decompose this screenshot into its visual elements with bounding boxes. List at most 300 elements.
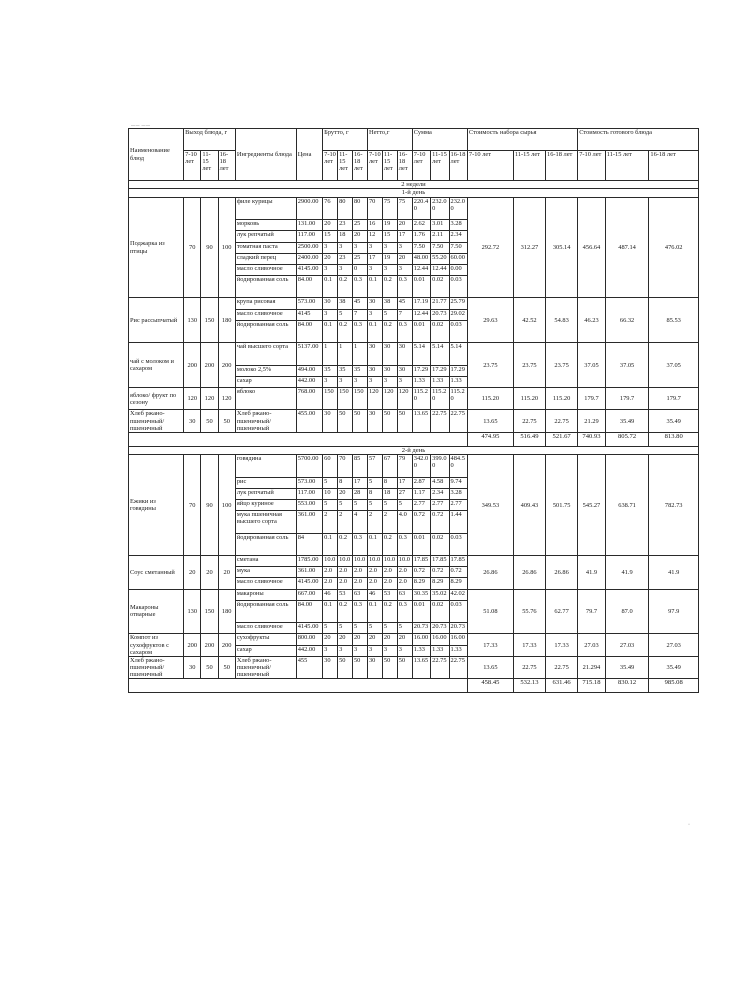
header-brutto-age: 7-10 лет bbox=[323, 151, 338, 181]
brutto-value: 3 bbox=[338, 242, 353, 253]
dish-output: 120 bbox=[218, 388, 235, 410]
sum-value: 7.50 bbox=[431, 242, 449, 253]
netto-value: 20 bbox=[397, 634, 412, 645]
dish-output: 100 bbox=[218, 455, 235, 556]
netto-value: 2.0 bbox=[367, 578, 382, 589]
dish-output: 200 bbox=[218, 343, 235, 388]
total-dish-cost: 985.08 bbox=[649, 679, 699, 693]
sum-value: 20.73 bbox=[431, 309, 449, 320]
brutto-value: 80 bbox=[352, 197, 367, 219]
brutto-value: 2 bbox=[323, 511, 338, 533]
ingredient-name: томатная паста bbox=[235, 242, 296, 253]
ingredient-name: мука пшеничная высшего сорта bbox=[235, 511, 296, 533]
brutto-value: 3 bbox=[352, 376, 367, 387]
ingredient-name: Хлеб ржано-пшеничный/пшеничный bbox=[235, 410, 296, 433]
brutto-value: 35 bbox=[338, 365, 353, 376]
sum-value: 29.02 bbox=[449, 309, 467, 320]
netto-value: 70 bbox=[367, 197, 382, 219]
sum-value: 20.73 bbox=[449, 623, 467, 634]
sum-value: 3.28 bbox=[449, 220, 467, 231]
sum-value: 2.34 bbox=[431, 488, 449, 499]
dish-output: 200 bbox=[184, 343, 201, 388]
brutto-value: 150 bbox=[338, 388, 353, 410]
dish-cost-value: 179.7 bbox=[605, 388, 649, 410]
sum-value: 1.33 bbox=[449, 376, 467, 387]
netto-value: 5 bbox=[397, 623, 412, 634]
netto-value: 120 bbox=[382, 388, 397, 410]
dish-name: Рис рассыпчатый bbox=[129, 298, 184, 343]
header-sum-age: 16-18 лет bbox=[449, 151, 467, 181]
brutto-value: 150 bbox=[352, 388, 367, 410]
netto-value: 30 bbox=[397, 343, 412, 365]
brutto-value: 8 bbox=[338, 477, 353, 488]
sum-value: 1.33 bbox=[431, 376, 449, 387]
day-total-row bbox=[129, 679, 699, 693]
table-header bbox=[129, 129, 699, 181]
ingredient-name: филе курицы bbox=[235, 197, 296, 219]
dish-cost-value: 27.03 bbox=[649, 634, 699, 657]
netto-value: 18 bbox=[382, 488, 397, 499]
netto-value: 30 bbox=[367, 656, 382, 679]
total-raw-cost: 521.67 bbox=[546, 432, 578, 446]
brutto-value: 3 bbox=[323, 645, 338, 656]
sum-value: 17.85 bbox=[431, 556, 449, 567]
ingredient-price: 4145.00 bbox=[296, 264, 322, 275]
total-dish-cost: 715.18 bbox=[578, 679, 606, 693]
sum-value: 22.75 bbox=[449, 656, 467, 679]
raw-cost-value: 115.20 bbox=[513, 388, 545, 410]
dish-name: Хлеб ржано-пшеничный/пшеничный bbox=[129, 656, 184, 679]
table-row bbox=[129, 589, 699, 600]
ingredient-name: йодированная соль bbox=[235, 276, 296, 298]
netto-value: 2.0 bbox=[397, 567, 412, 578]
ingredient-price: 4145.00 bbox=[296, 623, 322, 634]
dish-output: 120 bbox=[184, 388, 201, 410]
sum-value: 16.00 bbox=[412, 634, 430, 645]
dish-cost-value: 35.49 bbox=[605, 656, 649, 679]
sum-value: 0.01 bbox=[412, 533, 430, 555]
sum-value: 13.65 bbox=[412, 410, 430, 433]
header-brutto-age: 16-18 лет bbox=[352, 151, 367, 181]
sum-value: 0.03 bbox=[449, 276, 467, 298]
raw-cost-value: 13.65 bbox=[467, 410, 513, 433]
brutto-value: 46 bbox=[323, 589, 338, 600]
netto-value: 5 bbox=[382, 309, 397, 320]
netto-value: 50 bbox=[397, 410, 412, 433]
header-output-age: 16-18 лет bbox=[218, 151, 235, 181]
netto-value: 4.0 bbox=[397, 511, 412, 533]
netto-value: 3 bbox=[367, 242, 382, 253]
dish-output: 150 bbox=[201, 298, 218, 343]
netto-value: 16 bbox=[367, 220, 382, 231]
sum-value: 0.02 bbox=[431, 600, 449, 622]
sum-value: 8.29 bbox=[431, 578, 449, 589]
sum-value: 1.33 bbox=[431, 645, 449, 656]
raw-cost-value: 501.75 bbox=[546, 455, 578, 556]
netto-value: 75 bbox=[382, 197, 397, 219]
ingredient-name: яблоко bbox=[235, 388, 296, 410]
brutto-value: 80 bbox=[338, 197, 353, 219]
dish-cost-value: 85.53 bbox=[649, 298, 699, 343]
netto-value: 0.1 bbox=[367, 320, 382, 342]
sum-value: 1.33 bbox=[412, 645, 430, 656]
brutto-value: 2.0 bbox=[323, 578, 338, 589]
ingredient-name: Хлеб ржано-пшеничный/пшеничный bbox=[235, 656, 296, 679]
header-sum-age: 11-15 лет bbox=[431, 151, 449, 181]
raw-cost-value: 22.75 bbox=[546, 656, 578, 679]
netto-value: 67 bbox=[382, 455, 397, 477]
sum-value: 0.72 bbox=[431, 567, 449, 578]
dish-output: 70 bbox=[184, 455, 201, 556]
raw-cost-value: 305.14 bbox=[546, 197, 578, 298]
sum-value: 115.20 bbox=[412, 388, 430, 410]
dish-output: 200 bbox=[201, 343, 218, 388]
sum-value: 232.00 bbox=[449, 197, 467, 219]
raw-cost-value: 115.20 bbox=[467, 388, 513, 410]
sum-value: 342.00 bbox=[412, 455, 430, 477]
raw-cost-value: 312.27 bbox=[513, 197, 545, 298]
sum-value: 115.20 bbox=[449, 388, 467, 410]
raw-cost-value: 349.53 bbox=[467, 455, 513, 556]
netto-value: 3 bbox=[382, 376, 397, 387]
brutto-value: 2 bbox=[338, 511, 353, 533]
netto-value: 0.3 bbox=[397, 276, 412, 298]
netto-value: 3 bbox=[397, 242, 412, 253]
brutto-value: 76 bbox=[323, 197, 338, 219]
raw-cost-value: 51.08 bbox=[467, 589, 513, 634]
table-row bbox=[129, 388, 699, 410]
dish-output: 180 bbox=[218, 589, 235, 634]
dish-output: 130 bbox=[184, 589, 201, 634]
netto-value: 17 bbox=[397, 477, 412, 488]
dish-name: Соус сметанный bbox=[129, 556, 184, 590]
total-raw-cost: 631.46 bbox=[546, 679, 578, 693]
netto-value: 3 bbox=[397, 264, 412, 275]
brutto-value: 0.1 bbox=[323, 320, 338, 342]
netto-value: 5 bbox=[382, 623, 397, 634]
ingredient-price: 573.00 bbox=[296, 298, 322, 309]
brutto-value: 0 bbox=[352, 264, 367, 275]
total-raw-cost: 516.49 bbox=[513, 432, 545, 446]
sum-value: 17.29 bbox=[449, 365, 467, 376]
sum-value: 232.00 bbox=[431, 197, 449, 219]
sum-value: 16.00 bbox=[431, 634, 449, 645]
menu-cost-sheet bbox=[128, 128, 699, 693]
week-title: 2 недели bbox=[129, 181, 699, 189]
dish-name: Макароны отварные bbox=[129, 589, 184, 634]
netto-value: 17 bbox=[367, 253, 382, 264]
netto-value: 50 bbox=[397, 656, 412, 679]
ingredient-price: 455.00 bbox=[296, 410, 322, 433]
raw-cost-value: 26.86 bbox=[467, 556, 513, 590]
brutto-value: 3 bbox=[338, 645, 353, 656]
dish-cost-value: 87.0 bbox=[605, 589, 649, 634]
sum-value: 399.00 bbox=[431, 455, 449, 477]
netto-value: 5 bbox=[382, 500, 397, 511]
dish-output: 90 bbox=[201, 455, 218, 556]
brutto-value: 0.1 bbox=[323, 533, 338, 555]
netto-value: 120 bbox=[367, 388, 382, 410]
table-body bbox=[129, 181, 699, 693]
header-price: Цена bbox=[296, 129, 322, 181]
sum-value: 5.14 bbox=[449, 343, 467, 365]
brutto-value: 53 bbox=[338, 589, 353, 600]
netto-value: 3 bbox=[367, 645, 382, 656]
day-title: 1-й день bbox=[129, 189, 699, 197]
brutto-value: 0.3 bbox=[352, 320, 367, 342]
sum-value: 17.85 bbox=[412, 556, 430, 567]
dish-cost-value: 638.71 bbox=[605, 455, 649, 556]
sum-value: 8.29 bbox=[449, 578, 467, 589]
ingredient-name: масло сливочное bbox=[235, 578, 296, 589]
sum-value: 2.77 bbox=[431, 500, 449, 511]
netto-value: 0.3 bbox=[397, 533, 412, 555]
total-dish-cost: 805.72 bbox=[605, 432, 649, 446]
ingredient-price: 117.00 bbox=[296, 231, 322, 242]
ingredient-name: крупа рисовая bbox=[235, 298, 296, 309]
ingredient-price: 455 bbox=[296, 656, 322, 679]
brutto-value: 5 bbox=[323, 623, 338, 634]
document-stamp: —— —— bbox=[131, 122, 151, 127]
netto-value: 30 bbox=[367, 410, 382, 433]
dish-cost-value: 97.9 bbox=[649, 589, 699, 634]
ingredient-price: 442.00 bbox=[296, 645, 322, 656]
dish-name: Компот из сухофруктов с сахаром bbox=[129, 634, 184, 657]
brutto-value: 5 bbox=[352, 623, 367, 634]
netto-value: 8 bbox=[367, 488, 382, 499]
header-raw-age: 11-15 лет bbox=[513, 151, 545, 181]
brutto-value: 20 bbox=[338, 488, 353, 499]
dish-cost-value: 782.73 bbox=[649, 455, 699, 556]
ingredient-name: морковь bbox=[235, 220, 296, 231]
sum-value: 1.17 bbox=[412, 488, 430, 499]
brutto-value: 2.0 bbox=[352, 567, 367, 578]
raw-cost-value: 17.33 bbox=[467, 634, 513, 657]
netto-value: 30 bbox=[382, 343, 397, 365]
header-dish-cost: Стоимость готового блюда bbox=[578, 129, 699, 151]
header-output-age: 11-15 лет bbox=[201, 151, 218, 181]
netto-value: 0.1 bbox=[367, 276, 382, 298]
day-total-row bbox=[129, 432, 699, 446]
table-row bbox=[129, 343, 699, 365]
brutto-value: 45 bbox=[352, 298, 367, 309]
sum-value: 1.33 bbox=[412, 376, 430, 387]
sum-value: 115.20 bbox=[431, 388, 449, 410]
dish-cost-value: 35.49 bbox=[649, 410, 699, 433]
sum-value: 16.00 bbox=[449, 634, 467, 645]
raw-cost-value: 26.86 bbox=[546, 556, 578, 590]
ingredient-price: 5700.00 bbox=[296, 455, 322, 477]
netto-value: 5 bbox=[367, 500, 382, 511]
dish-cost-value: 41.9 bbox=[605, 556, 649, 590]
sum-value: 2.62 bbox=[412, 220, 430, 231]
netto-value: 30 bbox=[367, 343, 382, 365]
netto-value: 75 bbox=[397, 197, 412, 219]
sum-value: 0.72 bbox=[431, 511, 449, 533]
dish-cost-value: 41.9 bbox=[649, 556, 699, 590]
brutto-value: 25 bbox=[352, 220, 367, 231]
netto-value: 3 bbox=[367, 309, 382, 320]
brutto-value: 50 bbox=[352, 410, 367, 433]
sum-value: 220.40 bbox=[412, 197, 430, 219]
brutto-value: 1 bbox=[338, 343, 353, 365]
brutto-value: 0.2 bbox=[338, 276, 353, 298]
ingredient-name: йодированная соль bbox=[235, 600, 296, 622]
sum-value: 2.87 bbox=[412, 477, 430, 488]
ingredient-price: 2900.00 bbox=[296, 197, 322, 219]
brutto-value: 50 bbox=[338, 656, 353, 679]
dish-cost-value: 79.7 bbox=[578, 589, 606, 634]
dish-output: 50 bbox=[218, 410, 235, 433]
total-dish-cost: 740.93 bbox=[578, 432, 606, 446]
brutto-value: 10 bbox=[323, 488, 338, 499]
ingredient-name: рис bbox=[235, 477, 296, 488]
raw-cost-value: 23.75 bbox=[513, 343, 545, 388]
total-raw-cost: 474.95 bbox=[467, 432, 513, 446]
total-blank-cell bbox=[129, 432, 468, 446]
brutto-value: 10.0 bbox=[323, 556, 338, 567]
dish-output: 180 bbox=[218, 298, 235, 343]
brutto-value: 4 bbox=[352, 511, 367, 533]
netto-value: 3 bbox=[382, 645, 397, 656]
raw-cost-value: 13.65 bbox=[467, 656, 513, 679]
header-output-age: 7-10 лет bbox=[184, 151, 201, 181]
dish-cost-value: 37.05 bbox=[649, 343, 699, 388]
ingredient-name: сухофрукты bbox=[235, 634, 296, 645]
brutto-value: 23 bbox=[338, 220, 353, 231]
netto-value: 120 bbox=[397, 388, 412, 410]
netto-value: 3 bbox=[367, 264, 382, 275]
header-raw-cost: Стоимость набора сырья bbox=[467, 129, 577, 151]
header-ready-age: 7-10 лет bbox=[578, 151, 606, 181]
brutto-value: 2.0 bbox=[323, 567, 338, 578]
sum-value: 3.01 bbox=[431, 220, 449, 231]
netto-value: 30 bbox=[397, 365, 412, 376]
dish-cost-value: 46.23 bbox=[578, 298, 606, 343]
brutto-value: 20 bbox=[352, 231, 367, 242]
dish-cost-value: 37.05 bbox=[578, 343, 606, 388]
sum-value: 7.50 bbox=[449, 242, 467, 253]
sum-value: 8.29 bbox=[412, 578, 430, 589]
raw-cost-value: 17.33 bbox=[546, 634, 578, 657]
brutto-value: 5 bbox=[323, 477, 338, 488]
dish-name: чай с молоком и сахаром bbox=[129, 343, 184, 388]
raw-cost-value: 42.52 bbox=[513, 298, 545, 343]
header-ingredients: Ингредиенты блюда bbox=[235, 129, 296, 181]
netto-value: 50 bbox=[382, 410, 397, 433]
dish-cost-value: 35.49 bbox=[605, 410, 649, 433]
table-row bbox=[129, 298, 699, 309]
ingredient-name: сладкий перец bbox=[235, 253, 296, 264]
dish-cost-value: 37.05 bbox=[605, 343, 649, 388]
total-blank-cell bbox=[129, 679, 468, 693]
header-raw-age: 16-18 лет bbox=[546, 151, 578, 181]
ingredient-name: лук репчатый bbox=[235, 231, 296, 242]
sum-value: 0.03 bbox=[449, 320, 467, 342]
netto-value: 0.2 bbox=[382, 600, 397, 622]
ingredient-name: йодированная соль bbox=[235, 320, 296, 342]
dish-output: 30 bbox=[184, 656, 201, 679]
brutto-value: 20 bbox=[323, 220, 338, 231]
netto-value: 38 bbox=[382, 298, 397, 309]
sum-value: 25.79 bbox=[449, 298, 467, 309]
brutto-value: 0.2 bbox=[338, 600, 353, 622]
sum-value: 17.19 bbox=[412, 298, 430, 309]
raw-cost-value: 26.86 bbox=[513, 556, 545, 590]
table-row bbox=[129, 656, 699, 679]
brutto-value: 20 bbox=[323, 634, 338, 645]
dish-cost-value: 41.9 bbox=[578, 556, 606, 590]
netto-value: 20 bbox=[367, 634, 382, 645]
dish-output: 90 bbox=[201, 197, 218, 298]
brutto-value: 2.0 bbox=[352, 578, 367, 589]
brutto-value: 20 bbox=[352, 634, 367, 645]
brutto-value: 3 bbox=[352, 242, 367, 253]
sum-value: 4.58 bbox=[431, 477, 449, 488]
ingredient-name: молоко 2,5% bbox=[235, 365, 296, 376]
netto-value: 5 bbox=[397, 500, 412, 511]
sum-value: 0.02 bbox=[431, 533, 449, 555]
ingredient-price: 442.00 bbox=[296, 376, 322, 387]
netto-value: 2 bbox=[367, 511, 382, 533]
netto-value: 7 bbox=[397, 309, 412, 320]
dish-output: 20 bbox=[184, 556, 201, 590]
sum-value: 2.34 bbox=[449, 231, 467, 242]
sum-value: 22.75 bbox=[431, 656, 449, 679]
raw-cost-value: 23.75 bbox=[467, 343, 513, 388]
brutto-value: 2.0 bbox=[338, 578, 353, 589]
ingredient-price: 1785.00 bbox=[296, 556, 322, 567]
dish-name: Хлеб ржано-пшеничный/пшеничный bbox=[129, 410, 184, 433]
brutto-value: 0.2 bbox=[338, 320, 353, 342]
ingredient-name: сахар bbox=[235, 645, 296, 656]
dish-cost-value: 27.03 bbox=[578, 634, 606, 657]
table-row bbox=[129, 410, 699, 433]
dish-output: 20 bbox=[218, 556, 235, 590]
dish-output: 50 bbox=[218, 656, 235, 679]
sum-value: 17.29 bbox=[412, 365, 430, 376]
ingredient-price: 4145.00 bbox=[296, 578, 322, 589]
ingredient-name: говядина bbox=[235, 455, 296, 477]
brutto-value: 30 bbox=[323, 410, 338, 433]
header-brutto: Брутто, г bbox=[323, 129, 368, 151]
table-row bbox=[129, 556, 699, 567]
header-sum: Сумма bbox=[412, 129, 467, 151]
netto-value: 53 bbox=[382, 589, 397, 600]
raw-cost-value: 115.20 bbox=[546, 388, 578, 410]
netto-value: 30 bbox=[367, 298, 382, 309]
sum-value: 0.72 bbox=[412, 567, 430, 578]
sum-value: 22.75 bbox=[431, 410, 449, 433]
brutto-value: 0.1 bbox=[323, 600, 338, 622]
netto-value: 30 bbox=[382, 365, 397, 376]
brutto-value: 20 bbox=[323, 253, 338, 264]
dish-output: 100 bbox=[218, 197, 235, 298]
ingredient-name: сметана bbox=[235, 556, 296, 567]
day-title-row bbox=[129, 189, 699, 197]
netto-value: 5 bbox=[367, 623, 382, 634]
header-raw-age: 7-10 лет bbox=[467, 151, 513, 181]
brutto-value: 2.0 bbox=[338, 567, 353, 578]
raw-cost-value: 54.83 bbox=[546, 298, 578, 343]
sum-value: 2.77 bbox=[449, 500, 467, 511]
brutto-value: 5 bbox=[338, 309, 353, 320]
total-raw-cost: 458.45 bbox=[467, 679, 513, 693]
netto-value: 2.0 bbox=[382, 578, 397, 589]
dish-name: яблоко/ фрукт по сезону bbox=[129, 388, 184, 410]
dish-output: 50 bbox=[201, 656, 218, 679]
netto-value: 63 bbox=[397, 589, 412, 600]
